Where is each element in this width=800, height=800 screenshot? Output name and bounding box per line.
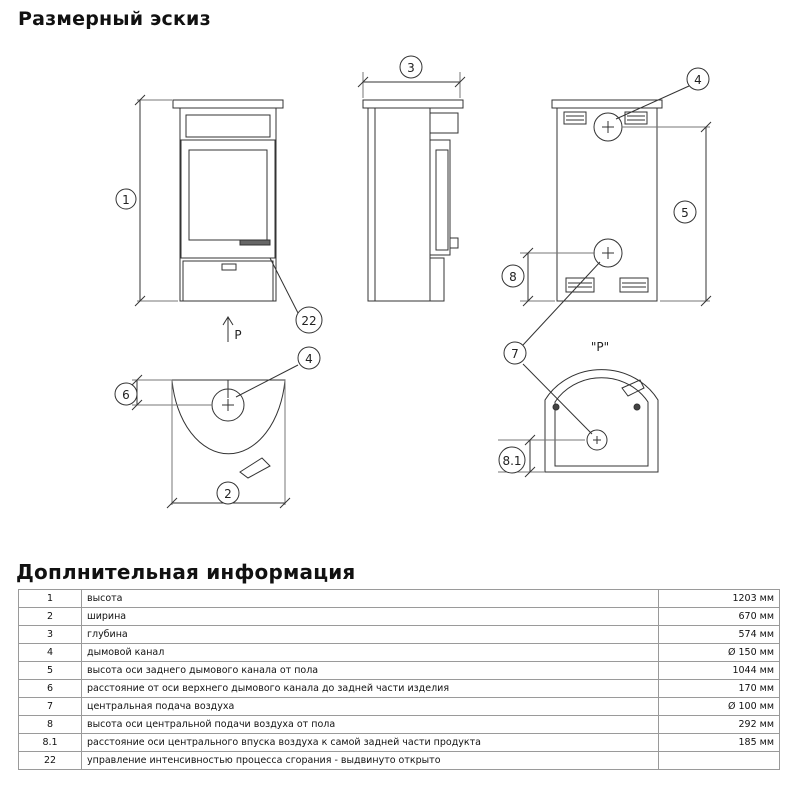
callout-7: 7 <box>511 347 519 361</box>
row-value: Ø 100 мм <box>659 698 780 716</box>
row-number: 6 <box>19 680 82 698</box>
info-table <box>18 589 780 770</box>
row-value: 1203 мм <box>659 590 780 608</box>
table-row <box>19 698 780 716</box>
view-p-label: "P" <box>590 340 610 354</box>
row-value: 1044 мм <box>659 662 780 680</box>
row-number: 3 <box>19 626 82 644</box>
row-description: управление интенсивностью процесса сгорания - выдвинуто открыто <box>82 752 659 770</box>
table-row <box>19 662 780 680</box>
row-value: Ø 150 мм <box>659 644 780 662</box>
table-row <box>19 626 780 644</box>
table-row <box>19 752 780 770</box>
row-number: 8 <box>19 716 82 734</box>
row-value <box>659 752 780 770</box>
table-row <box>19 680 780 698</box>
row-number: 4 <box>19 644 82 662</box>
side-view <box>358 72 465 301</box>
callout-1: 1 <box>122 193 130 207</box>
table-row <box>19 644 780 662</box>
row-description: высота <box>82 590 659 608</box>
table-row <box>19 590 780 608</box>
callout-4-rear: 4 <box>694 73 702 87</box>
row-description: глубина <box>82 626 659 644</box>
sketch-title: Размерный эскиз <box>18 8 211 30</box>
row-description: расстояние от оси верхнего дымового канала до задней части изделия <box>82 680 659 698</box>
table-row <box>19 608 780 626</box>
row-number: 22 <box>19 752 82 770</box>
row-value: 292 мм <box>659 716 780 734</box>
top-view <box>132 365 298 508</box>
front-view <box>135 95 298 342</box>
callout-6: 6 <box>122 388 130 402</box>
row-description: расстояние оси центрального впуска воздуха к самой задней части продукта <box>82 734 659 752</box>
callout-2: 2 <box>224 487 232 501</box>
row-number: 5 <box>19 662 82 680</box>
row-description: центральная подача воздуха <box>82 698 659 716</box>
row-value: 574 мм <box>659 626 780 644</box>
row-description: дымовой канал <box>82 644 659 662</box>
row-description: ширина <box>82 608 659 626</box>
row-description: высота оси центральной подачи воздуха от пола <box>82 716 659 734</box>
row-number: 7 <box>19 698 82 716</box>
callout-8: 8 <box>509 270 517 284</box>
callout-8-1: 8.1 <box>502 454 522 468</box>
table-row <box>19 734 780 752</box>
row-value: 185 мм <box>659 734 780 752</box>
table-row <box>19 716 780 734</box>
row-number: 2 <box>19 608 82 626</box>
callout-5: 5 <box>681 206 689 220</box>
callout-3: 3 <box>407 61 415 75</box>
callout-4-top: 4 <box>305 352 313 366</box>
row-number: 1 <box>19 590 82 608</box>
row-value: 170 мм <box>659 680 780 698</box>
row-number: 8.1 <box>19 734 82 752</box>
info-title: Доплнительная информация <box>16 560 356 584</box>
row-description: высота оси заднего дымового канала от пола <box>82 662 659 680</box>
arrow-p-label: P <box>234 328 242 342</box>
callout-22: 22 <box>301 314 317 328</box>
row-value: 670 мм <box>659 608 780 626</box>
